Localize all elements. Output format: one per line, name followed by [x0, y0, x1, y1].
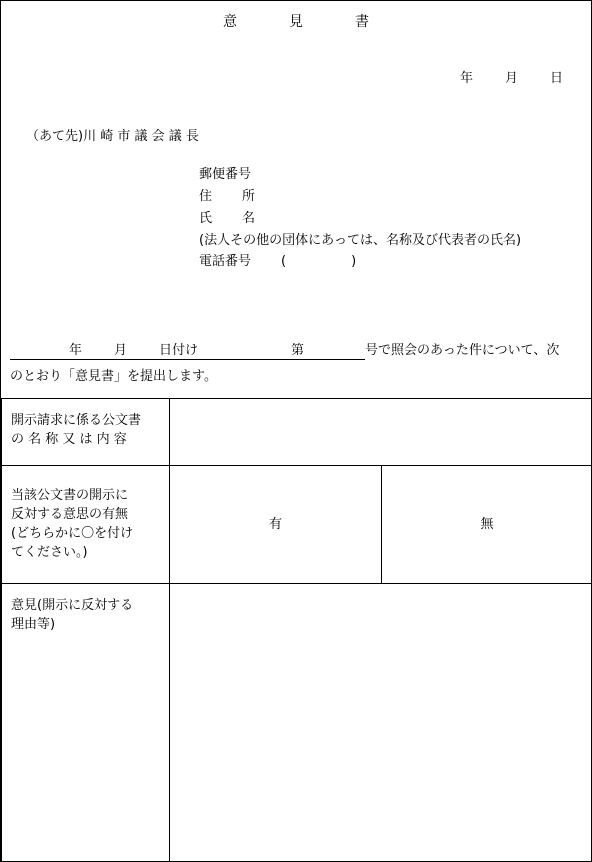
ref-year: 年 [69, 343, 83, 358]
ref-number-prefix: 第 [291, 343, 305, 358]
opinion-reason-label: 意見(開示に反対する 理由等) [2, 584, 170, 862]
title-char: 書 [355, 14, 369, 30]
option-yes[interactable]: 有 [170, 466, 382, 584]
sender-postal-label: 郵便番号 [199, 167, 252, 182]
phone-parentheses: ( ) [281, 254, 357, 269]
addressee: （あて先)川 崎 市 議 会 議 長 [26, 129, 199, 144]
document-name-label-2: の 名 称 又 は 内 容 [11, 432, 127, 447]
document-name-label: 開示請求に係る公文書 の 名 称 又 は 内 容 [2, 399, 170, 466]
opinion-reason-field[interactable] [170, 584, 592, 862]
table-row [2, 399, 592, 466]
document-name-field[interactable] [170, 399, 592, 466]
submission-date [460, 71, 563, 87]
date-year: 年 [460, 71, 474, 86]
title-char: 意 [223, 14, 237, 30]
sender-name-note: (法人その他の団体にあっては、名称及び代表者の氏名) [199, 233, 522, 248]
underline [10, 359, 365, 360]
ref-dated: 日付け [159, 343, 199, 358]
table-row [2, 584, 592, 862]
ref-month: 月 [114, 343, 128, 358]
ref-sentence: 号で照会のあった件について、次 [365, 343, 560, 358]
date-day: 日 [550, 71, 564, 86]
title-char: 見 [289, 14, 303, 30]
sender-name-label: 氏 名 [199, 211, 256, 226]
ref-sentence-continued: のとおり「意見書」を提出します。 [10, 369, 217, 384]
table-row [2, 466, 592, 584]
document-title [1, 14, 591, 30]
opinion-table [1, 398, 592, 862]
option-no[interactable]: 無 [382, 466, 592, 584]
objection-intent-label: 当該公文書の開示に 反対する意思の有無 (どちらかに〇を付け てください。) [2, 466, 170, 584]
sender-address-label: 住 所 [199, 189, 256, 204]
sender-phone-label: 電話番号 ( ) [199, 254, 357, 269]
date-month: 月 [505, 71, 519, 86]
